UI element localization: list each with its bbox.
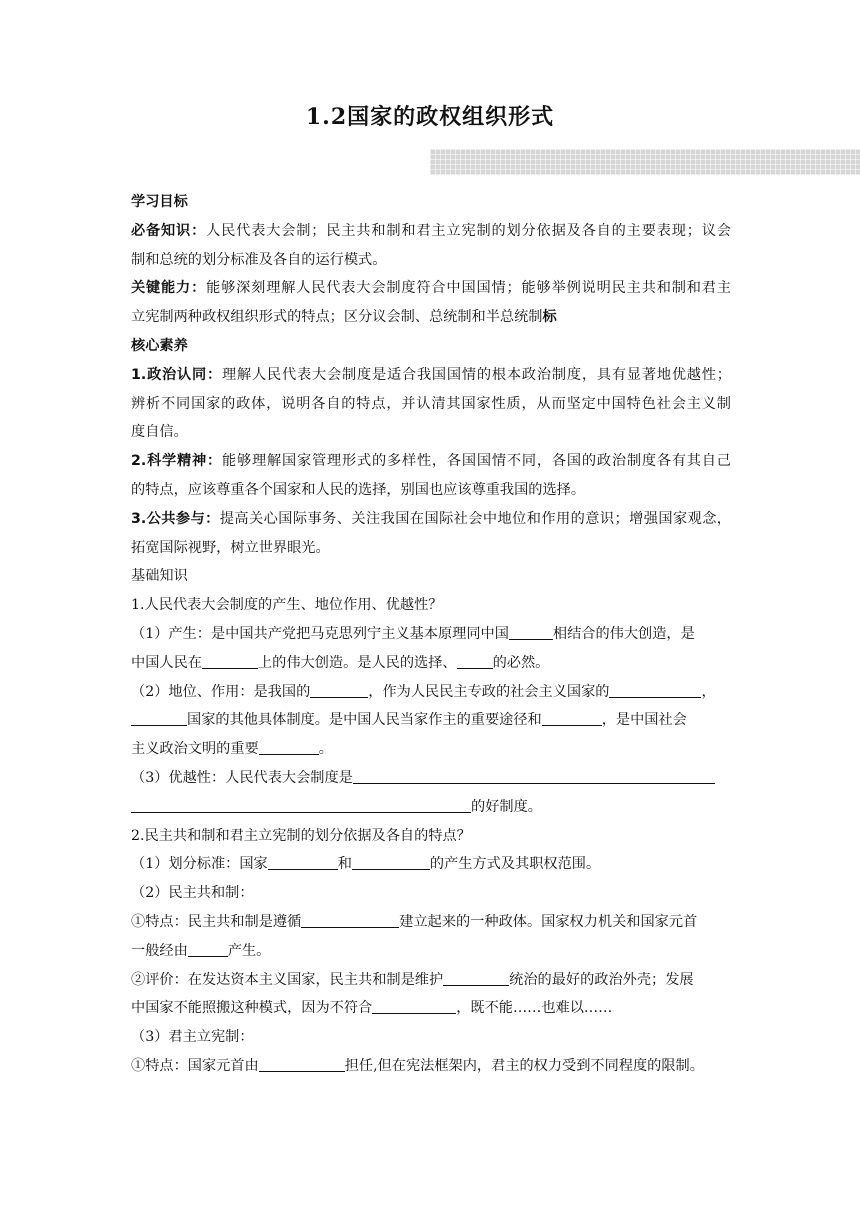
section-heading-learning-goals: 学习目标 xyxy=(131,194,188,210)
fill-blank[interactable] xyxy=(188,939,228,957)
paragraph-line: （1）划分标准：国家 和 的产生方式及其职权范围。 xyxy=(131,850,731,879)
paragraph-line: （3）君主立宪制： xyxy=(131,1029,254,1046)
document-body xyxy=(131,188,731,1081)
label-scientific-spirit: 2.科学精神： xyxy=(131,453,223,470)
paragraph-line: 立宪制两种政权组织形式的特点；区分议会制、总统制和半总统制标 xyxy=(131,309,557,326)
fill-blank[interactable] xyxy=(301,910,399,928)
fill-blank[interactable] xyxy=(202,651,258,669)
paragraph-line: 的好制度。 xyxy=(131,793,731,822)
paragraph-line: （2）地位、作用：是我国的 ，作为人民民主专政的社会主义国家的 ， xyxy=(131,678,731,707)
fill-blank[interactable] xyxy=(372,996,456,1014)
paragraph-line: ①特点：民主共和制是遵循 建立起来的一种政体。国家权力机关和国家元首 xyxy=(131,908,731,937)
label-required-knowledge: 必备知识： xyxy=(131,222,207,239)
label-key-ability: 关键能力： xyxy=(131,280,207,297)
label-political-identity: 1.政治认同： xyxy=(131,366,223,383)
paragraph-line: 度自信。 xyxy=(131,424,188,441)
title-decoration-bar xyxy=(430,149,860,175)
section-heading-core-literacy: 核心素养 xyxy=(131,337,188,354)
fill-blank[interactable] xyxy=(443,968,509,986)
fill-blank[interactable] xyxy=(259,1054,345,1072)
paragraph-line: 2.科学精神：能够理解国家管理形式的多样性，各国国情不同，各国的政治制度各有其自己 xyxy=(131,453,731,470)
paragraph-line: （2）民主共和制： xyxy=(131,885,254,902)
paragraph-line: 的特点，应该尊重各个国家和人民的选择，别国也应该尊重我国的选择。 xyxy=(131,481,586,498)
paragraph-line: ②评价：在发达资本主义国家，民主共和制是维护 统治的最好的政治外壳；发展 xyxy=(131,966,731,995)
fill-blank[interactable] xyxy=(457,651,493,669)
paragraph-line: 1.政治认同：理解人民代表大会制度是适合我国国情的根本政治制度，具有显著地优越性； xyxy=(131,366,731,383)
question-heading: 2.民主共和制和君主立宪制的划分依据及各自的特点？ xyxy=(131,827,471,844)
fill-blank[interactable] xyxy=(131,795,471,813)
fill-blank[interactable] xyxy=(259,737,319,755)
paragraph-line: 3.公共参与：提高关心国际事务、关注我国在国际社会中地位和作用的意识；增强国家观念， xyxy=(131,510,731,527)
paragraph-line: 制和总统的划分标准及各自的运行模式。 xyxy=(131,251,387,268)
paragraph-line: 关键能力：能够深刻理解人民代表大会制度符合中国国情；能够举例说明民主共和制和君主 xyxy=(131,280,731,297)
fill-blank[interactable] xyxy=(542,708,602,726)
paragraph-line: ①特点：国家元首由 担任,但在宪法框架内，君主的权力受到不同程度的限制。 xyxy=(131,1052,731,1081)
question-heading: 1.人民代表大会制度的产生、地位作用、优越性？ xyxy=(131,597,443,614)
section-heading-basic-knowledge: 基础知识 xyxy=(131,568,188,585)
fill-blank[interactable] xyxy=(353,766,715,784)
paragraph-line: （1）产生：是中国共产党把马克思列宁主义基本原理同中国 相结合的伟大创造，是 xyxy=(131,620,731,649)
label-public-participation: 3.公共参与： xyxy=(131,510,220,527)
fill-blank[interactable] xyxy=(609,680,701,698)
paragraph-line: 主义政治文明的重要 。 xyxy=(131,735,731,764)
paragraph-line: 辨析不同国家的政体，说明各自的特点，并认清其国家性质，从而坚定中国特色社会主义制 xyxy=(131,395,731,412)
page-title: 1.2国家的政权组织形式 xyxy=(305,104,555,130)
paragraph-line: 中国人民在 上的伟大创造。是人民的选择、 的必然。 xyxy=(131,649,731,678)
paragraph-line: 中国家不能照搬这种模式，因为不符合 ，既不能……也难以…… xyxy=(131,994,731,1023)
paragraph-line: 一般经由 产生。 xyxy=(131,937,731,966)
paragraph-line: （3）优越性：人民代表大会制度是 xyxy=(131,764,731,793)
fill-blank[interactable] xyxy=(352,852,430,870)
paragraph-line: 必备知识：人民代表大会制；民主共和制和君主立宪制的划分依据及各自的主要表现；议会 xyxy=(131,222,731,239)
fill-blank[interactable] xyxy=(310,680,368,698)
paragraph-line: 拓宽国际视野，树立世界眼光。 xyxy=(131,539,330,556)
fill-blank[interactable] xyxy=(131,708,187,726)
fill-blank[interactable] xyxy=(509,622,553,640)
paragraph-line: 国家的其他具体制度。是中国人民当家作主的重要途径和 ，是中国社会 xyxy=(131,706,731,735)
fill-blank[interactable] xyxy=(268,852,338,870)
